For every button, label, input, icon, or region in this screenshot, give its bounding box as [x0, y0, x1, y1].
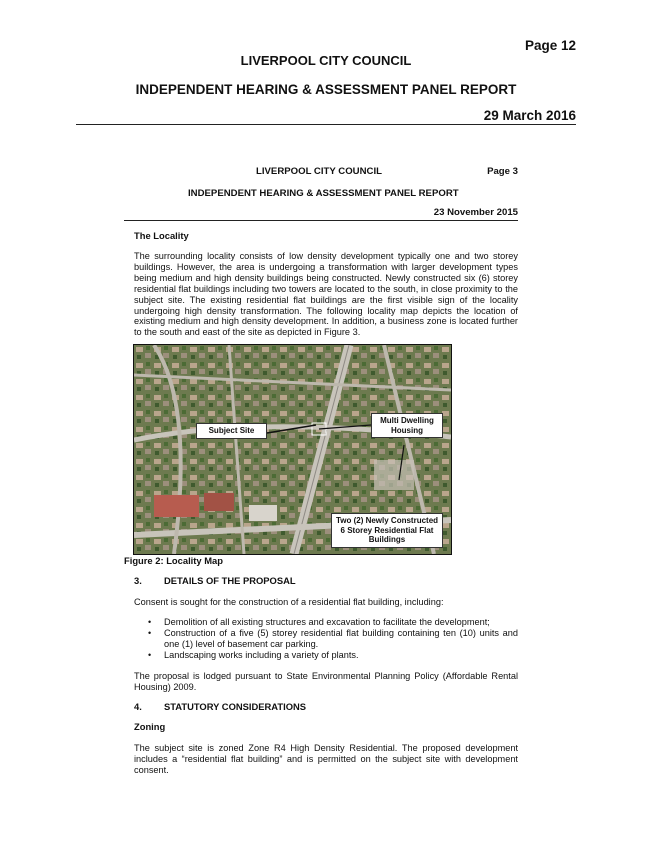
- zoning-heading: Zoning: [134, 721, 166, 732]
- outer-council-name: LIVERPOOL CITY COUNCIL: [240, 53, 412, 68]
- bullet-dot: •: [148, 617, 152, 627]
- outer-page-number: Page 12: [524, 38, 576, 53]
- section-4-title: STATUTORY CONSIDERATIONS: [164, 701, 307, 712]
- bullet-text: Demolition of all existing structures and excavation to facilitate the development;: [164, 617, 490, 627]
- bullet-item: [148, 628, 518, 650]
- bullet-dot: •: [148, 650, 152, 660]
- locality-map-image: [133, 344, 452, 555]
- locality-paragraph: The surrounding locality consists of low density development typically one and two storey buildings. However, the area is undergoing a transformation with larger development types being medium and high density buildings being constructed. Newly constructed six (6) storey residential flat buildings including two towers are located to the south, in close proximity to the subject site. The existing residential flat buildings are the first visible sign of the locality undergoing high density transformation. The following locality map depicts the location of existing medium and high density development. In addition, a business zone is located further to the south and east of the site as depicted in Figure 3.: [134, 251, 518, 338]
- outer-report-title: INDEPENDENT HEARING & ASSESSMENT PANEL REPORT: [135, 82, 517, 97]
- multi-dwelling-label: Multi Dwelling Housing: [371, 413, 443, 438]
- figure-caption: Figure 2: Locality Map: [124, 555, 223, 566]
- locality-heading: The Locality: [134, 230, 189, 241]
- zoning-paragraph: The subject site is zoned Zone R4 High Density Residential. The proposed development includes a “residential flat building” and is permitted on the subject site with development consent.: [134, 743, 518, 775]
- inner-council-name: LIVERPOOL CITY COUNCIL: [256, 166, 382, 177]
- outer-header-rule: [76, 124, 576, 125]
- new-buildings-label: Two (2) Newly Constructed 6 Storey Residential Flat Buildings: [331, 513, 443, 548]
- consent-paragraph: Consent is sought for the construction of a residential flat building, including:: [134, 597, 444, 607]
- section-4-number: 4.: [134, 701, 142, 712]
- inner-page-number: Page 3: [487, 166, 518, 177]
- bullet-item: [148, 650, 518, 661]
- section-3-number: 3.: [134, 575, 142, 586]
- bullet-text: Landscaping works including a variety of plants.: [164, 650, 359, 660]
- inner-header-rule: [124, 220, 518, 221]
- outer-report-date: 29 March 2016: [483, 108, 576, 123]
- inner-report-date: 23 November 2015: [433, 207, 518, 218]
- section-4-heading: [0, 701, 652, 713]
- policy-paragraph: The proposal is lodged pursuant to State Environmental Planning Policy (Affordable Rental Housing) 2009.: [134, 671, 518, 692]
- inner-report-title: INDEPENDENT HEARING & ASSESSMENT PANEL REPORT: [188, 188, 459, 199]
- bullet-text: Construction of a five (5) storey residential flat building containing ten (10) units and one (1) level of basement car parking.: [164, 628, 518, 649]
- bullet-dot: •: [148, 628, 152, 638]
- subject-site-label: Subject Site: [196, 423, 267, 439]
- section-3-heading: [0, 575, 652, 587]
- section-3-title: DETAILS OF THE PROPOSAL: [164, 575, 296, 586]
- bullet-item: [148, 617, 518, 628]
